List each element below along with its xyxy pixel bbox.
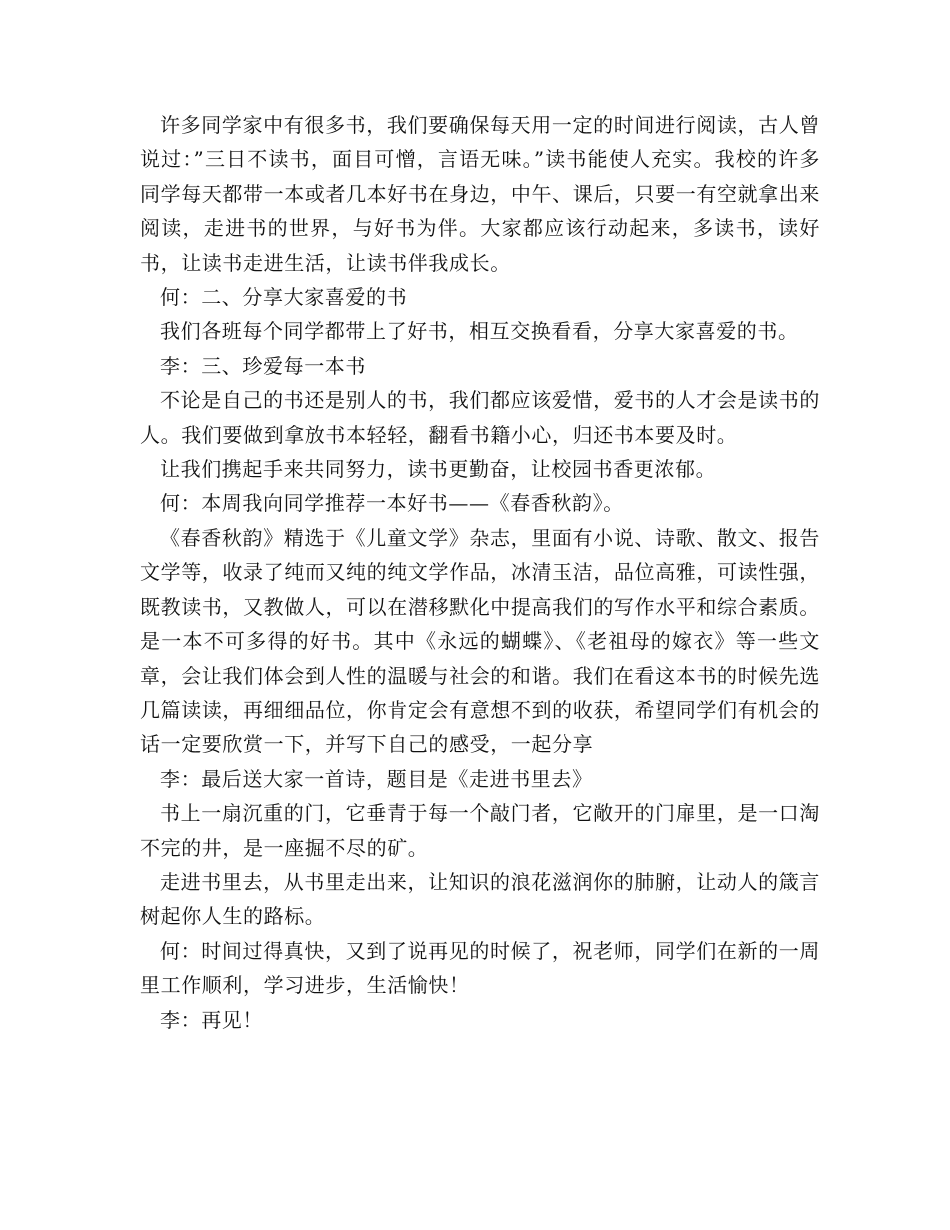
paragraph-reading-habit: 许多同学家中有很多书，我们要确保每天用一定的时间进行阅读，古人曾说过：”三日不读书，面目可憎，言语无味。”读书能使人充实。我校的许多同学每天都带一本或者几本好书在身边，中午、课后，只要一有空就拿出来阅读，走进书的世界，与好书为伴。大家都应该行动起来，多读书，读好书，让读书走进生活，让读书伴我成长。 <box>140 113 820 275</box>
paragraph-cherish-books: 不论是自己的书还是别人的书，我们都应该爱惜，爱书的人才会是读书的人。我们要做到拿放书本轻轻，翻看书籍小心，归还书本要及时。 <box>140 388 820 447</box>
paragraph-share-books: 我们各班每个同学都带上了好书，相互交换看看，分享大家喜爱的书。 <box>160 319 799 344</box>
paragraph-book-recommendation: 《春香秋韵》精选于《儿童文学》杂志，里面有小说、诗歌、散文、报告文学等，收录了纯而又纯的纯文学作品，冰清玉洁，品位高雅，可读性强，既教读书，又教做人，可以在潜移默化中提高我们的写作水平和综合素质。是一本不可多得的好书。其中《永远的蝴蝶》、《老祖母的嫁衣》等一些文章，会让我们体会到人性的温暖与社会的和谐。我们在看这本书的时候先选几篇读读，再细细品位，你肯定会有意想不到的收获，希望同学们有机会的话一定要欣赏一下，并写下自己的感受，一起分享 <box>140 525 820 757</box>
paragraph-poem-1: 书上一扇沉重的门，它垂青于每一个敲门者，它敞开的门扉里，是一口淘不完的井，是一座掘不尽的矿。 <box>140 801 820 860</box>
heading-share-books: 何：二、分享大家喜爱的书 <box>160 285 408 310</box>
document-body <box>140 108 820 1037</box>
paragraph-closing: 何：时间过得真快，又到了说再见的时候了，祝老师，同学们在新的一周里工作顺利，学习进步，生活愉快！ <box>140 938 820 998</box>
paragraph-goodbye: 李：再见！ <box>160 1007 263 1032</box>
paragraph-work-together: 让我们携起手来共同努力，读书更勤奋，让校园书香更浓郁。 <box>160 457 717 482</box>
heading-poem: 李：最后送大家一首诗，题目是《走进书里去》 <box>160 766 593 791</box>
heading-cherish-books: 李：三、珍爱每一本书 <box>160 353 366 378</box>
heading-book-recommendation: 何：本周我向同学推荐一本好书——《春香秋韵》。 <box>160 491 624 516</box>
paragraph-poem-2: 走进书里去，从书里走出来，让知识的浪花滋润你的肺腑，让动人的箴言树起你人生的路标。 <box>140 869 820 929</box>
